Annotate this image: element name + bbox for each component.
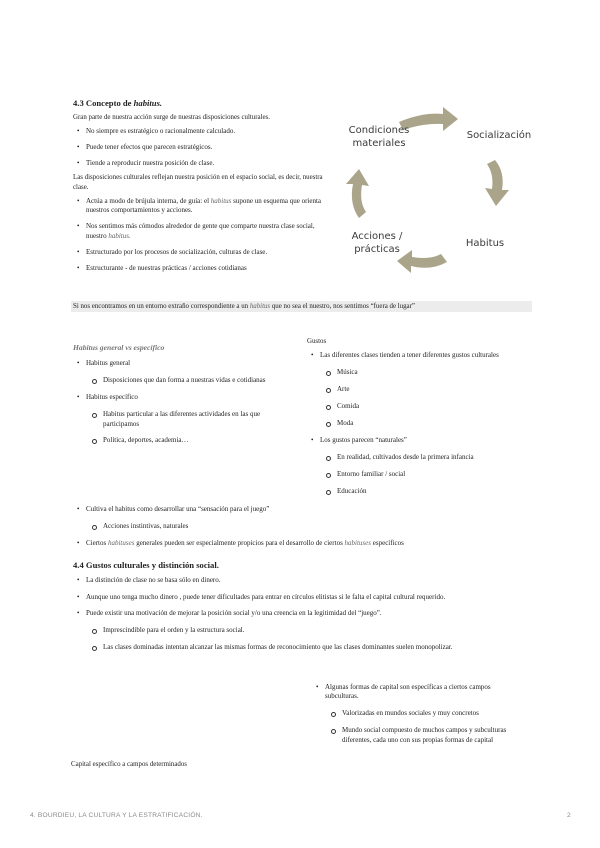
tastes-heading: Gustos — [307, 338, 327, 345]
bullet-list-1 — [73, 127, 335, 168]
list-item: Moda — [307, 419, 535, 428]
section-4-4 — [73, 560, 528, 653]
list-item: • Los gustos parecen “naturales” — [307, 436, 535, 445]
section-4-3 — [73, 98, 335, 273]
list-item: • Puede existir una motivación de mejorar la posición social y/o una creencia en la legitimidad del “juego”. — [73, 609, 528, 618]
list-item: • Las diferentes clases tienden a tener diferentes gustos culturales — [307, 351, 535, 360]
list-item: • Aunque uno tenga mucho dinero , puede tener dificultades para entrar en círculos elitistas si le falta el capital cultural requerido. — [73, 593, 528, 602]
page-number: 2 — [567, 812, 571, 819]
list-item: Educación — [307, 487, 535, 496]
list-item: Entorno familiar / social — [307, 470, 535, 479]
list-item: • No siempre es estratégico o racionalmente calculado. — [73, 127, 335, 136]
list-item: • Ciertos habituses generales pueden ser especialmente propicios para el desarrollo de ciertos habituses específicos — [73, 539, 528, 548]
tastes-list — [307, 351, 535, 496]
list-item: • La distinción de clase no se basa sólo en dinero. — [73, 576, 528, 585]
arrow-left — [346, 169, 369, 218]
section-4-3-heading: 4.3 Concepto de habitus. — [73, 98, 163, 108]
list-item: • Habitus general — [73, 359, 295, 368]
list-item: Música — [307, 368, 535, 377]
list-item: • Estructurante - de nuestras prácticas / acciones cotidianas — [73, 264, 335, 273]
list-item: • Tiende a reproducir nuestra posición de clase. — [73, 159, 335, 168]
habitus-types-heading: Habitus general vs específico — [73, 343, 165, 352]
section-4-4-list — [73, 576, 528, 653]
list-item: • Estructurado por los procesos de socialización, culturas de clase. — [73, 248, 335, 257]
list-item: Las clases dominadas intentan alcanzar las mismas formas de reconocimiento que las clases dominantes suelen monopolizar. — [73, 643, 528, 652]
arrow-right — [485, 160, 509, 206]
list-item: • Habitus específico — [73, 393, 295, 402]
list-item: Valorizadas en mundos sociales y muy concretos — [312, 709, 512, 718]
list-item: Política, deportes, academia… — [73, 436, 295, 445]
list-item: Acciones instintivas, naturales — [73, 522, 528, 531]
arrow-bottom — [397, 250, 447, 273]
section-4-4-heading: 4.4 Gustos culturales y distinción social. — [73, 560, 219, 570]
list-item: • Cultiva el habitus como desarrollar una “sensación para el juego” — [73, 505, 528, 514]
list-item: • Nos sentimos más cómodos alrededor de gente que comparte nuestra clase social, nuestro habitus. — [73, 222, 335, 241]
paragraph-2: Las disposiciones culturales reflejan nuestra posición en el espacio social, es decir, nuestra clase. — [73, 174, 323, 191]
capital-caption: Capital específico a campos determinados — [71, 761, 187, 768]
list-item: Arte — [307, 385, 535, 394]
list-item: En realidad, cultivados desde la primera infancia — [307, 453, 535, 462]
capital-specific — [312, 683, 512, 745]
list-item: Habitus particular a las diferentes actividades en las que participamos — [73, 410, 295, 429]
intro-paragraph: Gran parte de nuestra acción surge de nuestras disposiciones culturales. — [73, 113, 270, 121]
habitus-cycle-diagram — [335, 100, 535, 285]
list-item: Comida — [307, 402, 535, 411]
node-actions-line1: Acciones / — [351, 231, 403, 242]
node-conditions-line2: materiales — [352, 138, 406, 149]
node-habitus: Habitus — [465, 238, 505, 249]
list-item: Mundo social compuesto de muchos campos y subculturas diferentes, cada uno con sus propias formas de capital — [312, 726, 512, 745]
habitus-types — [73, 343, 295, 446]
habitus-types-list — [73, 359, 295, 446]
out-of-place-note: Si nos encontramos en un entorno extraño correspondiente a un habitus que no sea el nuestro, nos sentimos “fuera de lugar” — [71, 301, 532, 312]
node-socialization: Socialización — [466, 130, 532, 141]
game-sense-list — [73, 505, 528, 548]
list-item: • Algunas formas de capital son específicas a ciertos campos subculturas. — [312, 683, 512, 702]
footer-title: 4. BOURDIEU, LA CULTURA Y LA ESTRATIFICACIÓN. — [30, 812, 203, 819]
capital-list — [312, 683, 512, 745]
list-item: Imprescindible para el orden y la estructura social. — [73, 626, 528, 635]
node-conditions-line1: Condiciones — [348, 125, 410, 136]
list-item: • Puede tener efectos que parecen estratégicos. — [73, 143, 335, 152]
bullet-list-2 — [73, 197, 335, 273]
node-actions-line2: prácticas — [354, 244, 400, 255]
list-item: Disposiciones que dan forma a nuestras vidas e cotidianas — [73, 376, 295, 385]
tastes — [307, 337, 535, 496]
list-item: • Actúa a modo de brújula interna, de guía: el habitus supone un esquema que orienta nuestros comportamientos y acciones. — [73, 197, 335, 216]
game-sense — [73, 505, 528, 548]
